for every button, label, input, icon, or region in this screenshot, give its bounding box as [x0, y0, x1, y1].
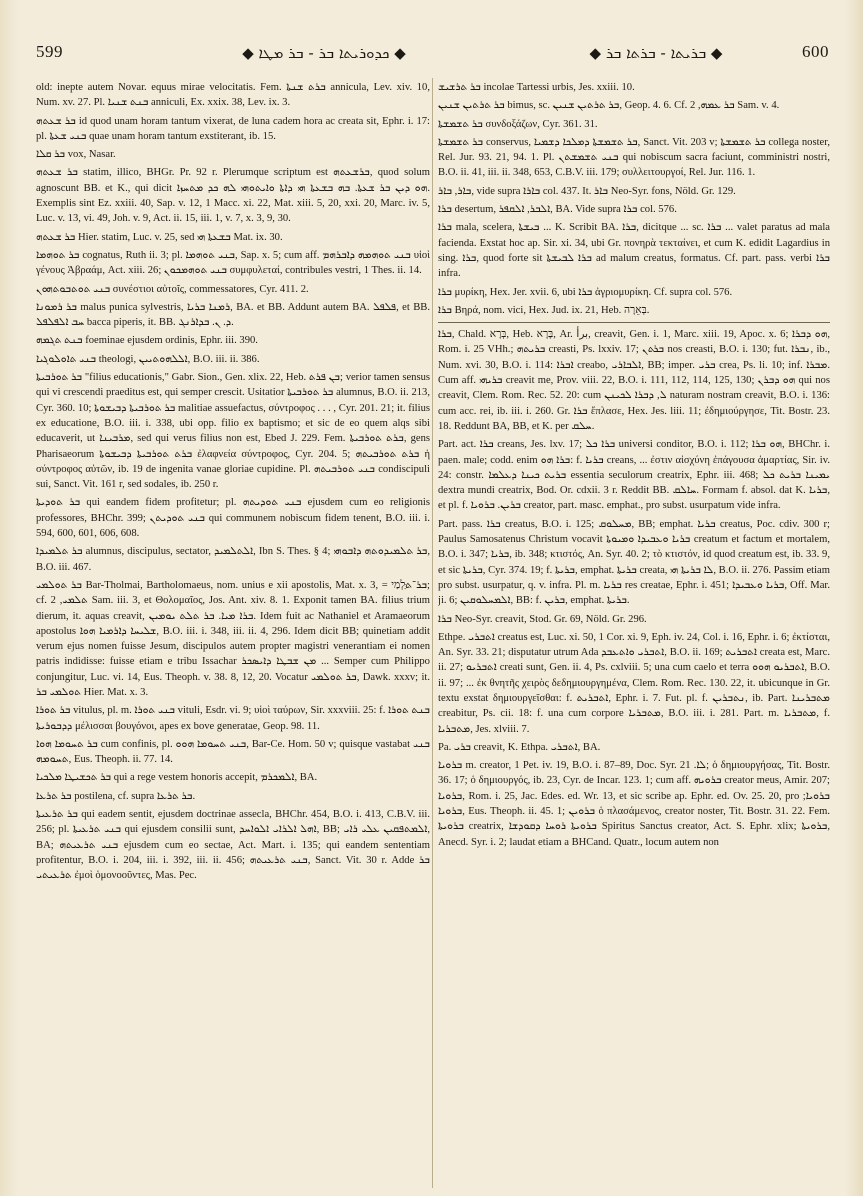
entry: ܒܪܐ Neo-Syr. creavit, Stod. Gr. 69, Nöld. Gr. 296.: [438, 613, 647, 625]
entry: ܒܪ ܬܠܡܝܕܐ alumnus, discipulus, sectator, ܐܠܬܠܡܝܕ, Ibn S. Thes. § 4; ܒܪ ܬܠܡܝܕܘܬܗ ܕܐܒܘܗܝ, B.O. iii. 467.: [36, 546, 430, 573]
entry: ܒܪ ܬܘܠܡܝ Bar-Tholmai, Bartholomaeus, nom. unius e xii apostolis, Mat. x. 3, = ܒܪ־ܬַּלְמַי; cf. ܬܠܡܝ, 2 Sam. iii. 3, et Θολομαῖος, Jos. Ant. xiv. 8. 1. Exponit tamen BA. filius trium dierum, it. aquas creavit, ܒܪܐ ܡܝܐ. ܒܪ ܬܠܬ ܝܘܡܝܢ. Idem fuit ac Nathaniel et Aramaeorum apostolus ܫܠܝܚܐ ܕܐܪܡܝܐ ܗܘܐ, B.O. iii. i. 348, iii. ii. 4, 296. Idem dicit BB; quinetiam addit verum ejus nomen fuisse Jesum, discipulos autem propter magistri venerantiam ei nomen patris indidisse: fuisse etiam e tribu Issachar ܡܢ ܫܒܛܐ ܕܐܝܣܟܪ ... Semper cum Philippo conjungitur, Luc. vi. 14, Eus. Theoph. v. 38. 8, 12, 20. Vocatur ܒܪ ܬܘܠܡܝ, Dawk. xxxv; it. ܬܘܠܡܝ ܒܪ Hier. Mat. x. 3.: [36, 579, 430, 698]
entry: ܒܪ ܩܠܐ vox, Nasar.: [36, 149, 116, 161]
running-head-left: ◆ ܟܕܘܪܝܬܐ ܒܪ - ܒܪ ܡܛܐ ◆: [242, 44, 406, 62]
entry: ܒܢܝ ܬܐܘܠܘܓܝܐ theologi, ܐܠܠܗܘܬܝܝܢ, B.O. iii. ii. 386.: [36, 353, 260, 365]
entry: ܒܪܐ mala, scelera, ܒܝܫܬܐ ... K. Scribit BA. ܒܪܐ, dicitque ... sc. ܒܪܐ ... valet paratus ad mala facienda. Exstat hoc ap. Sir. xi. 34, ubi Gr. πονηρὰ τεκταίνει, et cum K. edidit Lagardius in sing. ܒܪܐ, quod forte sit ܒܪܐ ܠܒܝܫܬܐ ad malum creatus, formatus. Cf. part. pass. verbi ܒܪܐ infra.: [438, 222, 830, 280]
entry-main-verb: ܒܪܐ, Chald. בְּרָא, Heb. בָּרָא, Ar. برأ, creavit, Gen. i. 1, Marc. xiii. 19, Apoc. x. 6; ܗܘ ܕܒܪܐ, Rom. i. 25 VHh.; ܒܪܝܬܗ creasti, Ps. lxxiv. 17; ܒܪܬܢ nos creasti, B.O. i. 130; fut. ܢܒܪܐ, ib., Num. xvi. 30, B.O. i. 114: ܐܒܪܐ creabo, ܐܠܒܐܪܝ, BB; imper. ܒܪܝ crea, Ps. li. 10; inf. ܡܒܪܐ. Cum aff. ܒܪܝܗܝ creavit me, Prov. viii. 22, B.O. i. 111, 112, 114, 125, 130; ܗܘ ܕܒܪܢ qui nos creavit, Clem. Rom. Rec. 52. 20: cum ܠ, ܕܒܪܐ ܠܟܝܢܢ naturam nostram creavit, B.O. i. 136: cum acc. rei, ib. iii. i. 260. Gr. ܒܪܐ ἔπλασε, Hex. Jes. liii. 11; ἐδημιούργησε, Tit. Bostr. 23. 18. Reddunt BA, BB, et K. per ܚܠܩ.: [438, 322, 830, 434]
entry: Part. act. ܒܪܐ creans, Jes. lxv. 17; ܒܪܐ ܟܠ universi conditor, B.O. i. 112; ܗܘ ܒܪܐ, BHChr. i. paen. male; codd. enim ܒܪܐ ܗܘ: f. ܒܪܝܐ creans, ... ἐστιν αἰσχύνη ἐπάγουσα ἁμαρτίας, Sir. iv. 24: constr. ܒܪܝܬ ܟܝܢܐ ܕܥܠܡܐ essentia seculorum creatrix, Ephr. iii. 468; ܝܡܝܢܐ ܒܪܝܬ ܟܠ dextra mundi creatrix, Bod. Or. cdxii. 3 r. Reddit BB. ܚܐܠܩ. Formam f. absol. dat K. ܒܪܝܐ, et pl. f. ܒܪܝܢ. ܒܪܘܝܐ creator, part. masc. emphat., pro subst. usurpatum vide infra.: [438, 439, 830, 512]
entry: ܒܪ ܬܘܪܐ vitulus, pl. m. ܒܢܝ ܬܘܪܐ vituli, Esdr. vi. 9; υἱοὶ ταύρων, Sir. xxxviii. 25: f. ܒܢܬ ܬܘܪܐ ܕܕܒܘܪܝܬܐ μέλισσαι βουγόνοι, apes ex bove generatae, Geop. 98. 11.: [36, 705, 430, 732]
entry: ܒܪܘܝܐ m. creator, 1 Pet. iv. 19, B.O. i. 87–89, Doc. Syr. ܠܐ. 21; ὁ δημιουργήσας, Tit. Bostr. 36. 17; ὁ δημιουργός, ib. 23, Cyr. de Incar. 123. 1; cum aff. ܒܪܘܝܗ creator meus, Amir. 207; ܒܪܘܝܐ, Rom. i. 25, Jac. Edes. ed. Wr. 13, et sic scribe ap. Ephr. ed. Ov. 25. 20, pro ܒܪܘܝܐ; ܒܪܘܝܐ, Eus. Theoph. ii. 45. 1; ܒܪܘܝܢ ὁ πλασάμενος, creator noster, Tit. Bostr. 31. 22. Fem. ܒܪܘܝܬܐ creatrix, ܒܪܘܝܬܐ ܪܘܚܐ ܕܩܘܕܫܐ Spiritus Sanctus creator, Act. S. Ephr. xlix; ܒܪܘܝܬܐ, Anecd. Syr. i. 2; laudat etiam a BHCand. Quatr., locum autem non: [438, 760, 830, 848]
entry: ܒܪ ܬܪܬܝܢ ܫܢܝܢ bimus, sc. ܒܪ ܬܪܬܝܢ ܫܢܝܢ, Geop. 4. 6. Cf. ܒܪ ܥܡܗ, 2 Sam. v. 4.: [438, 100, 780, 112]
entry: ܒܪ ܬܘܗܡܐ cognatus, Ruth ii. 3; pl. ܒܢܝ ܬܘܗܡܐ, Sap. x. 5; cum aff. ܒܢܝ ܬܘܗܡܗ ܕܐܒܪܗܡ υἱοὶ γένους Ἀβραάμ, Act. xiii. 26; ܒܢܝ ܬܘܗܡܟܘܢ συμφυλεταί, contribules vestri, 1 Thes. ii. 14.: [36, 249, 430, 277]
entry: ܒܪ ܬܘܕܝܬܐ qui eandem fidem profitetur; pl. ܒܢܝ ܬܘܕܝܬܗ ejusdem cum eo religionis professores, BHChr. 399; ܒܢܝ ܬܘܕܝܬܢ qui communem nobiscum fidem tenent, B.O. iii. i. 594, 600, 601, 606, 608.: [36, 497, 430, 540]
entry: ܒܪܐ μυρίκη, Hex. Jer. xvii. 6, ubi ܒܪܐ ἀγριομυρίκη. Cf. supra col. 576.: [438, 286, 733, 298]
entry: ܒܪ ܪܡܘܢܐ malus punica sylvestris, ܪܡܢܐ ܒܪܝܐ, BA. et BB. Addunt autem BA. ܦܠܦܠ, et BB. ܚܒ ܐܠܦܠܦܠ bacca piperis, it. BB. ܕ. ܢ. ܒܕܐܪܢܓ.: [36, 301, 430, 329]
entry: ܒܐܪ, ܒܐܪ, vide supra ܒܐܪܐ col. 437. It. ܒܐܪ Neo-Syr. fons, Nöld. Gr. 129.: [438, 185, 736, 197]
column-divider: [432, 78, 433, 1188]
right-column: [438, 80, 830, 1180]
entry: ܒܪ ܬܘܪܒܝܬܐ "filius educationis," Gabr. Sion., Gen. xlix. 22, Heb. ܒܢ ܦܪܬ; verior tamen sensus qui vi crescendi praeditus est, qui semper crescit. Usitatior ܒܪ ܬܘܪܒܝܬܐ alumnus, B.O. ii. 213, Cyr. 360. 10; ܒܪ ܬܘܪܒܝܬܐ ܕܒܝܫܘܬܐ malitiae assuefactus, σύντροφος . . . , Cyr. 201. 21; it. filius ex educatione, B.O. iii. i. 338, ubi opp. filio ex baptismo; et sic de eo quem alqs sibi educaverit, ut ܡܪܒܝܢܐ, sed qui verus filius non est, Ebed J. 229. Fem. ܒܪܬ ܬܘܪܒܝܬܐ, gens Pharisaeorum ܒܪܬ ܬܘܪܒܝܬܐ ܕܒܝܫܘܬܐ ἐλαφνεία σύντροφος, Cyr. 204. 5; ܒܪܬ ܬܘܪܒܝܬܗ ἡ σύντροφος αὐτῶν, ib. 19 de ingenita vanae gloriae cupidine. Pl. ܒܢܝ ܬܘܪܒܝܬܗ condiscipuli sui, Sanct. Vit. 161 r, sed sodales, ib. 250 r.: [36, 372, 430, 491]
entry: ܒܪ ܬܟܫܝܛܐ ܡܠܟܝܐ qui a rege vestem honoris accepit, ܐܠܡܟܪܡ, BA.: [36, 772, 318, 784]
entry: ܒܪ ܫܥܬܗ Hier. statim, Luc. v. 25, sed ܒܫܥܬܐ ܗܝ Mat. ix. 30.: [36, 231, 283, 243]
entry: ܒܪ ܬܪܥܐ postilena, cf. supra ܒܪ ܬܪܥܐ.: [36, 790, 196, 802]
entry: ܒܪ ܬܪܥܝܬܐ qui eadem sentit, ejusdem doctrinae assecla, BHChr. 454, B.O. i. 413, C.B.V. iii. 256; pl. ܒܢܝ ܬܪܥܝܬܐ qui ejusdem consilii sunt, ܐܗܠ ܐܠܪܐܝ ܐܠܘܐܚܕ, BB; ܐܠܡܬܦܩܝܢ ܥܠܝ ܪܐܝ, BA; ܒܢܝ ܬܪܥܝܬܗ ejusdem cum eo sectae, Act. Mart. i. 135; qui eandem sententiam profitentur, B.O. i. 204, iii. i. 392, iii. ii. 456; ܒܢܝ ܬܪܥܝܬܗ, Sanct. Vit. 30 r. Adde ܒܪ ܬܪܥܝܬܝ ἐμοὶ ὁμονοοῦντες, Mas. Pec.: [36, 809, 430, 882]
entry: ܒܪ ܬܫܡܫܬܐ συνδοξάζων, Cyr. 361. 31.: [438, 118, 598, 130]
page-number-left: 599: [36, 42, 63, 61]
entry: ܒܪܐ Βηρά, nom. vici, Hex. Jud. ix. 21, Heb. בְּאֵרָה.: [438, 304, 650, 316]
entry: ܒܢܝ ܬܘܬܒܘܬܗܘܢ συνέστιοι αὐτοῖς, commessatores, Cyr. 411. 2.: [36, 283, 309, 295]
running-head-right: ◆ ܒܪܝܬܐ - ܒܪܬܐ ܒܪ ◆: [589, 44, 723, 62]
entry: ܒܪ ܫܥܬܗ id quod unam horam tantum vixerat, de luna cadem hora ac creata sit, Ephr. i. 17: pl. ܒܢܝ ܫܥܬܐ quae unam horam tantum exstiterant, ib. 15.: [36, 115, 430, 142]
entry: ܒܪܐ desertum, ܐܠܒܪ, ܐܠܩܦܪ, BA. Vide supra ܒܪܐ col. 576.: [438, 204, 677, 216]
entry: Ethpe. ܐܬܒܪܝ creatus est, Luc. xi. 50, 1 Cor. xi. 9, Eph. iv. 24, Col. i. 16, Ephr. i. 6; ἐκτίσται, An. Syr. 33. 21; disputatur utrum Ada ܐܬܒܪܝ ܘܐܬܥܒܕ, B.O. ii. 169; ܐܬܒܪܝܬ creata est, Marc. ii. 27; ܐܬܒܪܝܘ creati sunt, Gen. ii. 4, Ps. cxlviii. 5; una cum caelo et terra ܐܬܒܪܝܘ ܗܘܘ, B.O. ii. 97; ... ἐκ θνητῆς χειρὸς δεδημιουργημένα, Clem. Rom. Rec. 130. 22, it. ubicunque in Gr. textu exstat δημιουργεῖσθαι: f. ܐܬܒܪܝܬ, Ephr. i. 7. Fut. pl. f. ܢܬܒܪܝܢ, ib. Part. ܡܬܒܪܝܢܐ creabitur, Ps. cii. 18: f. una cum corpore ܡܬܒܪܝܐ, B.O. iii. i. 281. Part. m. ܡܬܒܪܝܐ, f. ܡܬܒܪܝܐ, Jes. xlviii. 7.: [438, 631, 830, 735]
entry: Part. pass. ܒܪܐ creatus, B.O. i. 125; ܡܚܠܘܩ, BB; emphat. ܒܪܝܐ creatus, Poc. cdiv. 300 r; Paulus Samosatenus Christum vocavit ܒܪܝܐ ܘܥܒܝܕܐ ܘܡܝܘܬܐ creatum et factum et mortalem, B.O. i. 347; ܒܪܝܐ, ib. 348; κτιστός, An. Syr. 40. 2; τὸ κτιστόν, id quod creatum est, ib. 33. 9, et sic ܒܪܝܬܐ, Cyr. 374. 19; f. ܒܪܝܬܐ, emphat. ܒܪܝܬܐ creata, ܠܐ ܒܪܝܬܐ ܗܝ, B.O. ii. 276. Passim etiam pro subst. usurpatur, q. v. infra. Pl. m. ܒܪܝܐ res creatae, Ephr. i. 451; ܒܪܝܐ ܘܥܒܝܕܐ, Off. Mar. ji. 6; ܐܠܡܚܠܘܩܝܢ, BB: f. ܒܪܝܢ, emphat. ܒܪܝܬܐ.: [438, 518, 830, 607]
left-column: [36, 80, 430, 1180]
entry: ܒܪ ܬܚܘܡܐ ܗܘܐ cum confinis, pl. ܒܢܝ ܬܚܘܡܐ ܗܘܘ, Bar-Ce. Hom. 50 v; quisque vastabat ܒܢܝ ܬܚܘܡܗ, Eus. Theoph. ii. 77. 14.: [36, 738, 430, 766]
entry: ܒܢܬ ܬܓܡܗ foeminae ejusdem ordinis, Ephr. iii. 390.: [36, 335, 258, 347]
entry: ܒܪ ܬܫܡܫܬܐ conservus, ܒܪ ܬܫܡܫܬܐ ܕܡܠܟܐ ܕܫܡܝܐ, Sanct. Vit. 203 v; ܒܪ ܬܫܡܫܬܐ collega noster, Rel. Jur. 93. 21, 94. 1. Pl. ܒܢܝ ܬܫܡܫܬܢ qui nobiscum sacra faciunt, comministri nostri, B.O. ii. 41, iii. ii. 348, 653, C.B.V. iii. 179; συλλειτουργοί, Rel. Jur. 116. 1.: [438, 136, 830, 179]
page-number-right: 600: [802, 42, 829, 61]
page-header: [36, 42, 829, 68]
entry: ܒܪ ܬܪܫܝܫ incolae Tartessi urbis, Jes. xxiii. 10.: [438, 82, 635, 93]
entry: Pa. ܒܪܝ creavit, K. Ethpa. ܐܬܒܪܝ, BA.: [438, 741, 601, 753]
entry: old: inepte autem Novar. equus mirae velocitatis. Fem. ܒܪܬ ܫܢܬܐ annicula, Lev. xiv. 10, Num. xv. 27. Pl. ܒܢܬ ܫܢܝܐ anniculi, Ex. xxix. 38, Lev. ix. 3.: [36, 82, 430, 109]
entry: ܒܪ ܫܥܬܗ statim, illico, BHGr. Pr. 92 r. Plerumque scriptum est ܒܪܫܥܬܗ, quod solum agnoscunt BB. et K., qui dicit ܗܘ ܕܝܢ ܒܪ ܫܥܬܐ. ܒܗ ܒܫܥܬܐ ܗܝ ܕܐܬܐ ܘܐܝܬܘܗܝ ܠܗ ܟܕ ܡܬܚܙܐ. Exemplis sint Ez. xxiii. 40, Sap. v. 12, 1 Macc. xi. 22, Mat. xiii. 5, 20, xxi. 20, Marc. iv. 5, Luc. v. 13, vi. 49, Joh. v. 9, Act. ii. 15, iii. 1, v. 7, x. 3, 9, 30.: [36, 167, 430, 225]
